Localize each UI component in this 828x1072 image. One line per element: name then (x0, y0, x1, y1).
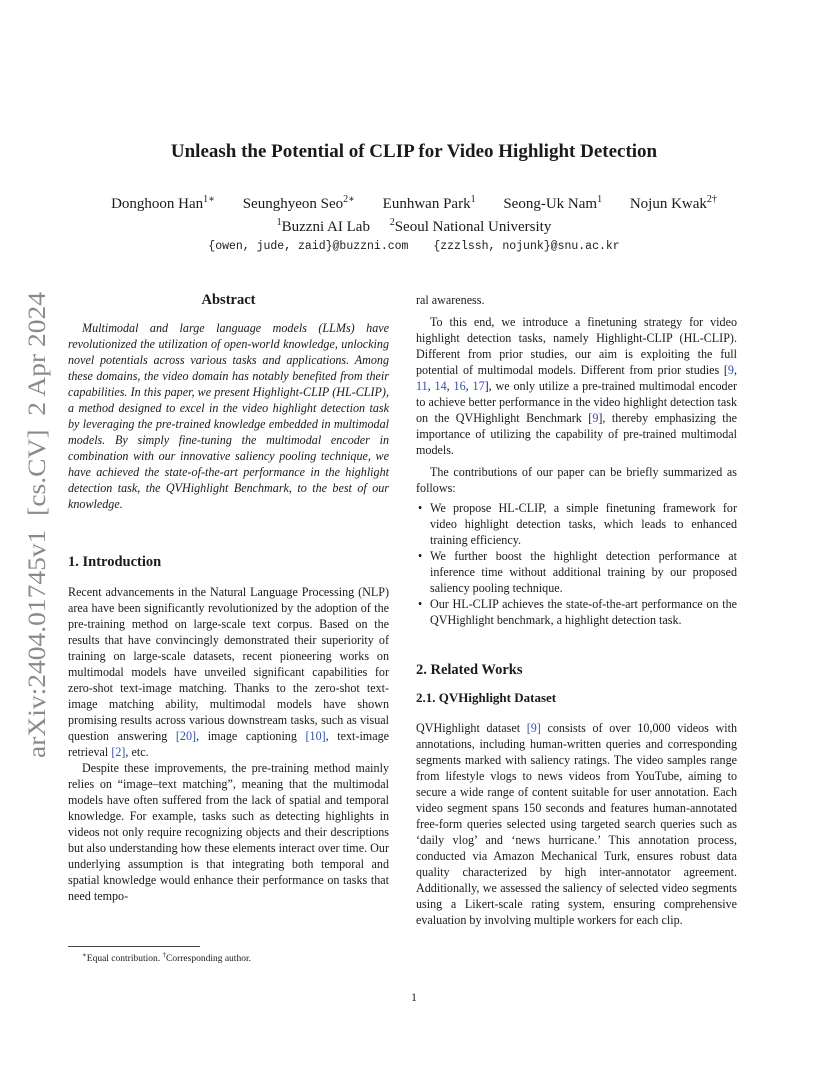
email: {zzzlssh, nojunk}@snu.ac.kr (433, 240, 620, 253)
left-column (68, 292, 389, 904)
citation-link[interactable]: 14 (434, 379, 447, 393)
citation-link[interactable]: [10] (305, 729, 326, 743)
author: Donghoon Han$^{1∗}$ (111, 194, 215, 212)
citation-link[interactable]: [20] (175, 729, 197, 743)
intro-paragraph-3: To this end, we introduce a finetuning strategy for video highlight detection tasks, namely Highlight-CLIP (HL-CLIP). Different from prior studies, our aim is exploiting the full potential of multimodal models. Different from prior studies [9, 11, 14, 16, 17], we only utilize a pre-trained multimodal encoder to achieve better performance in the video highlight detection task on the QVHighlight Benchmark [9], thereby emphasizing the importance of utilizing the capability of pre-trained multimodal models. (416, 315, 737, 457)
citation-link[interactable]: [2] (111, 745, 126, 759)
list-item: • We further boost the highlight detection performance at inference time without additional training by our proposed saliency pooling technique. (418, 549, 737, 595)
arxiv-identifier-stamp (22, 288, 52, 758)
affiliation: $^2$Seoul National University (389, 217, 552, 235)
intro-paragraph-4: The contributions of our paper can be briefly summarized as follows: (416, 465, 737, 495)
affiliation: $^1$Buzzni AI Lab (276, 217, 370, 235)
list-item: • Our HL-CLIP achieves the state-of-the-art performance on the QVHighlight benchmark, a highlight detection task. (418, 597, 737, 627)
arxiv-id-text: arXiv:2404.01745v1 [cs.CV] 2 Apr 2024 (24, 334, 51, 758)
abstract-heading: Abstract (201, 292, 256, 308)
footnote: ∗Equal contribution. †Corresponding author. (82, 951, 251, 965)
author: Seong-Uk Nam$^1$ (503, 194, 603, 212)
author: Eunhwan Park$^1$ (382, 194, 476, 212)
bullet-glyph: • (418, 549, 423, 563)
email: {owen, jude, zaid}@buzzni.com (208, 240, 409, 253)
author: Nojun Kwak$^{2\dagger}$ (629, 194, 717, 212)
bullet-glyph: • (418, 501, 423, 515)
author-list (60, 194, 768, 213)
citation-link[interactable]: 9 (727, 363, 734, 377)
citation-link[interactable]: [9] (526, 721, 541, 735)
page-number: 1 (411, 990, 417, 1004)
intro-paragraph-2: Despite these improvements, the pre-training method mainly relies on “image–text matching”, meaning that the multimodal models have often suffered from the lack of spatial and temporal knowledge. For example, tasks such as detecting highlights in videos not only require recognizing objects and their descriptions but also understanding how these elements interact over time. Our underlying assumption is that integrating both temporal and spatial knowledge would enhance their performance on tasks that need tempo- (68, 761, 389, 903)
bullet-glyph: • (418, 597, 423, 611)
list-item: • We propose HL-CLIP, a simple finetuning framework for video highlight detection tasks, which leads to enhanced training efficiency. (418, 501, 737, 547)
citation-link[interactable]: 11 (416, 379, 428, 393)
intro-paragraph-1: Recent advancements in the Natural Language Processing (NLP) area have been significantly revolutionized by the adoption of the pre-training method on large-scale text corpus. Based on the results that have convincingly demonstrated their superiority of training on large-scale datasets, recent pioneering works on multimodal models have unveiled significant capabilities for zero-shot text-image matching. Thanks to the zero-shot text-image matching ability, multimodal models have shown promising results across various downstream tasks, such as visual question answering [20], image captioning [10], text-image retrieval [2], etc. (68, 585, 389, 759)
affiliation-list (60, 217, 768, 236)
related-paragraph-1: QVHighlight dataset [9] consists of over 10,000 videos with annotations, including human-written queries and corresponding segments marked with saliency ratings. The video samples range from lifestyle vlogs to news videos from YouTube, aiming to secure a wide range of content suitable for user annotation. Each video segment spans 150 seconds and features human-annotated free-form queries selected using targeted search queries such as ‘daily vlog’ and ‘news hurricane.’ This annotation process, conducted via Amazon Mechanical Turk, ensures robust data quality characterized by high inter-annotator agreement. Additionally, we assessed the saliency of selected video segments using a Likert-scale rating system, ensuring comprehensive evaluation by involving multiple workers for each clip. (416, 721, 738, 927)
paper-title: Unleash the Potential of CLIP for Video Highlight Detection (170, 141, 658, 162)
section-heading-introduction: 1. Introduction (68, 554, 162, 570)
citation-link[interactable]: 16 (453, 379, 466, 393)
contributions-list (416, 500, 737, 628)
citation-link[interactable]: 9 (592, 411, 599, 425)
email-list (60, 240, 768, 253)
footnote-divider (68, 946, 200, 947)
intro-paragraph-2-continued: ral awareness. (416, 293, 485, 307)
author: Seunghyeon Seo$^{2∗}$ (242, 194, 355, 212)
right-column (416, 292, 737, 928)
section-heading-related-works: 2. Related Works (416, 662, 523, 678)
abstract-text: Multimodal and large language models (LLMs) have revolutionized the utilization of open-world knowledge, unlocking novel potentials across various tasks and applications. Among these domains, the video domain has notably benefited from their capabilities. In this paper, we present Highlight-CLIP (HL-CLIP), a method designed to excel in the video highlight detection task by leveraging the pre-trained knowledge embedded in multimodal models. By simply fine-tuning the multimodal encoder in combination with our innovative saliency pooling technique, we have achieved the state-of-the-art performance in the highlight detection task, the QVHighlight Benchmark, to the best of our knowledge. (68, 321, 389, 511)
citation-link[interactable]: 17 (472, 379, 485, 393)
subsection-heading-qvhighlight: 2.1. QVHighlight Dataset (416, 690, 557, 705)
